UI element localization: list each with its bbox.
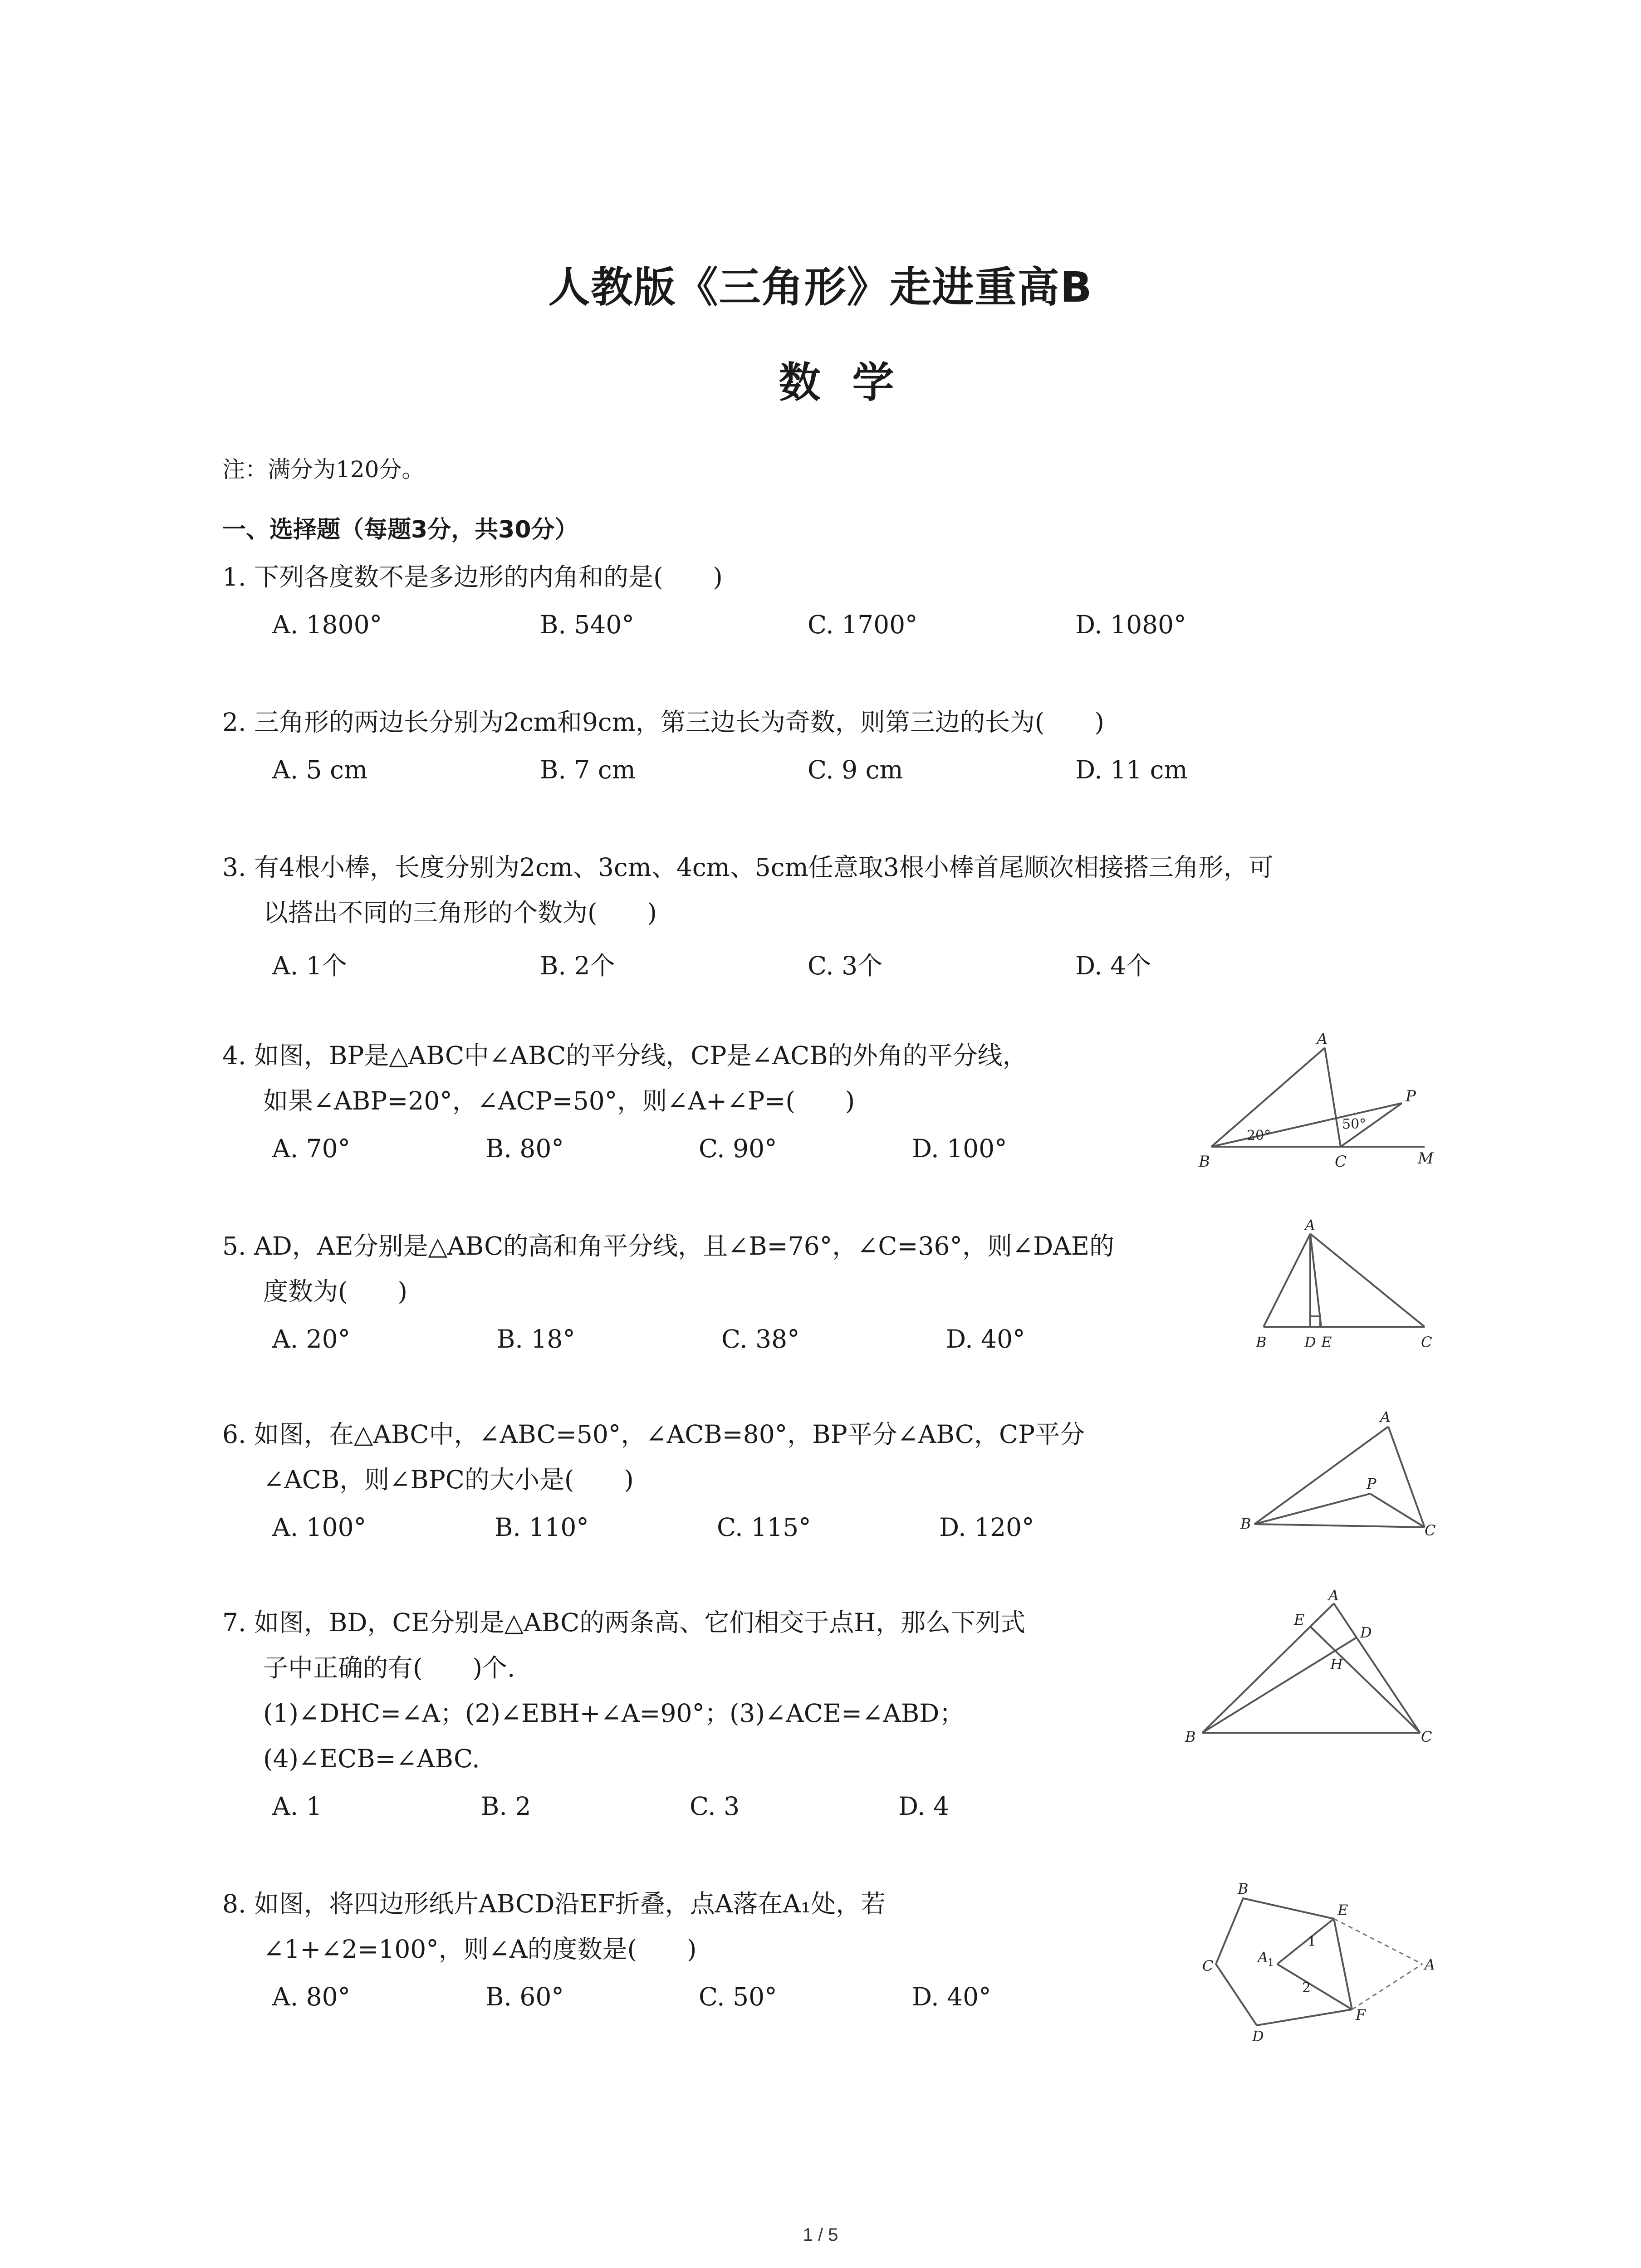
fig8-label-a: A: [1425, 1956, 1435, 1973]
fig7-label-a: A: [1328, 1588, 1339, 1604]
q5-option-d: D. 40°: [946, 1325, 1025, 1354]
q6-option-b: B. 110°: [495, 1513, 589, 1542]
fig4-label-p: P: [1406, 1087, 1416, 1105]
question-5: 5. AD，AE分别是△ABC的高和角平分线，且∠B=76°，∠C=36°，则∠DAE的: [222, 1232, 1115, 1261]
q7-option-a: A. 1: [272, 1792, 322, 1821]
q4-option-b: B. 80°: [485, 1134, 564, 1163]
question-6: 6. 如图，在△ABC中，∠ABC=50°，∠ACB=80°，BP平分∠ABC，CP平分: [222, 1420, 1085, 1449]
figure-q6: [1234, 1402, 1443, 1549]
question-8-cont: ∠1+∠2=100°，则∠A的度数是( ): [263, 1935, 697, 1964]
fig5-label-a: A: [1305, 1217, 1316, 1234]
fig8-label-d: D: [1252, 2028, 1264, 2041]
q3-option-a: A. 1个: [272, 951, 347, 980]
fig5-label-b: B: [1256, 1334, 1267, 1351]
question-7: 7. 如图，BD，CE分别是△ABC的两条高、它们相交于点H，那么下列式: [222, 1608, 1026, 1637]
fig8-angle-2: 2: [1302, 1980, 1311, 1996]
doc-title: 人教版《三角形》走进重高B: [548, 263, 1093, 312]
q3-option-d: D. 4个: [1075, 951, 1151, 980]
fig8-label-c: C: [1202, 1957, 1214, 1975]
q4-option-a: A. 70°: [272, 1134, 351, 1163]
fig6-label-a: A: [1380, 1408, 1391, 1426]
q4-option-d: D. 100°: [912, 1134, 1007, 1163]
q5-option-a: A. 20°: [272, 1325, 351, 1354]
fig7-label-d: D: [1360, 1624, 1372, 1641]
q6-option-d: D. 120°: [939, 1513, 1034, 1542]
fig7-label-c: C: [1421, 1728, 1432, 1745]
q2-option-a: A. 5 cm: [272, 755, 368, 784]
fig8-label-e: E: [1337, 1901, 1348, 1919]
question-3: 3. 有4根小棒，长度分别为2cm、3cm、4cm、5cm任意取3根小棒首尾顺次相接搭三角形，可: [222, 853, 1274, 882]
fig4-angle-50: 50°: [1342, 1116, 1367, 1132]
fig4-label-a: A: [1317, 1030, 1328, 1048]
question-7-statements-2: (4)∠ECB=∠ABC.: [263, 1744, 480, 1773]
question-5-cont: 度数为( ): [263, 1277, 407, 1306]
fig7-label-b: B: [1185, 1728, 1196, 1745]
fig5-label-d: D: [1304, 1334, 1316, 1351]
question-6-cont: ∠ACB，则∠BPC的大小是( ): [263, 1465, 634, 1494]
fig8-label-f: F: [1356, 2006, 1366, 2024]
q8-option-b: B. 60°: [485, 1982, 564, 2011]
question-3-cont: 以搭出不同的三角形的个数为( ): [263, 898, 657, 927]
fig4-angle-20: 20°: [1247, 1128, 1271, 1144]
q2-option-c: C. 9 cm: [808, 755, 903, 784]
q8-option-d: D. 40°: [912, 1982, 991, 2011]
fig8-label-a1: A: [1258, 1949, 1269, 1966]
fig4-label-m: M: [1418, 1149, 1434, 1168]
page-number: 1 / 5: [803, 2225, 838, 2245]
fig8-label-a1-subscript: 1: [1268, 1957, 1274, 1969]
figure-q4: [1189, 1025, 1452, 1181]
fig4-label-b: B: [1199, 1153, 1210, 1171]
q1-option-a: A. 1800°: [272, 610, 382, 639]
q1-option-d: D. 1080°: [1075, 610, 1186, 639]
q7-option-d: D. 4: [898, 1792, 950, 1821]
fig5-label-e: E: [1321, 1334, 1332, 1351]
q2-option-d: D. 11 cm: [1075, 755, 1188, 784]
q5-option-b: B. 18°: [497, 1325, 575, 1354]
question-2: 2. 三角形的两边长分别为2cm和9cm，第三边长为奇数，则第三边的长为( ): [222, 708, 1104, 737]
question-7-statements-1: (1)∠DHC=∠A；(2)∠EBH+∠A=90°；(3)∠ACE=∠ABD；: [263, 1699, 965, 1728]
q8-option-c: C. 50°: [699, 1982, 777, 2011]
question-4: 4. 如图，BP是△ABC中∠ABC的平分线，CP是∠ACB的外角的平分线，: [222, 1041, 1028, 1070]
figure-q8: [1189, 1873, 1443, 2043]
figure-q7: [1175, 1588, 1443, 1757]
score-note: 注：满分为120分。: [222, 456, 425, 483]
question-1: 1. 下列各度数不是多边形的内角和的是( ): [222, 562, 723, 591]
section-heading: 一、选择题（每题3分，共30分）: [222, 516, 578, 543]
fig6-label-b: B: [1240, 1515, 1251, 1532]
fig4-label-c: C: [1335, 1153, 1347, 1171]
figure-q5: [1243, 1216, 1443, 1363]
q7-option-c: C. 3: [690, 1792, 740, 1821]
q5-option-c: C. 38°: [721, 1325, 800, 1354]
q6-option-c: C. 115°: [717, 1513, 811, 1542]
question-7-cont: 子中正确的有( )个.: [263, 1653, 515, 1682]
question-8: 8. 如图，将四边形纸片ABCD沿EF折叠，点A落在A₁处，若: [222, 1889, 886, 1918]
fig8-label-b: B: [1238, 1880, 1249, 1897]
q7-option-b: B. 2: [481, 1792, 531, 1821]
q1-option-b: B. 540°: [540, 610, 634, 639]
q3-option-c: C. 3个: [808, 951, 883, 980]
fig7-label-e: E: [1294, 1611, 1305, 1628]
q6-option-a: A. 100°: [272, 1513, 367, 1542]
fig7-label-h: H: [1330, 1656, 1343, 1673]
q8-option-a: A. 80°: [272, 1982, 351, 2011]
fig8-angle-1: 1: [1308, 1934, 1317, 1950]
q4-option-c: C. 90°: [699, 1134, 777, 1163]
fig6-label-c: C: [1425, 1522, 1436, 1539]
fig5-label-c: C: [1421, 1334, 1432, 1351]
fig6-label-p: P: [1367, 1475, 1376, 1492]
doc-subject: 数学: [779, 358, 926, 407]
q3-option-b: B. 2个: [540, 951, 615, 980]
question-4-cont: 如果∠ABP=20°，∠ACP=50°，则∠A+∠P=( ): [263, 1086, 855, 1115]
q1-option-c: C. 1700°: [808, 610, 918, 639]
q2-option-b: B. 7 cm: [540, 755, 636, 784]
